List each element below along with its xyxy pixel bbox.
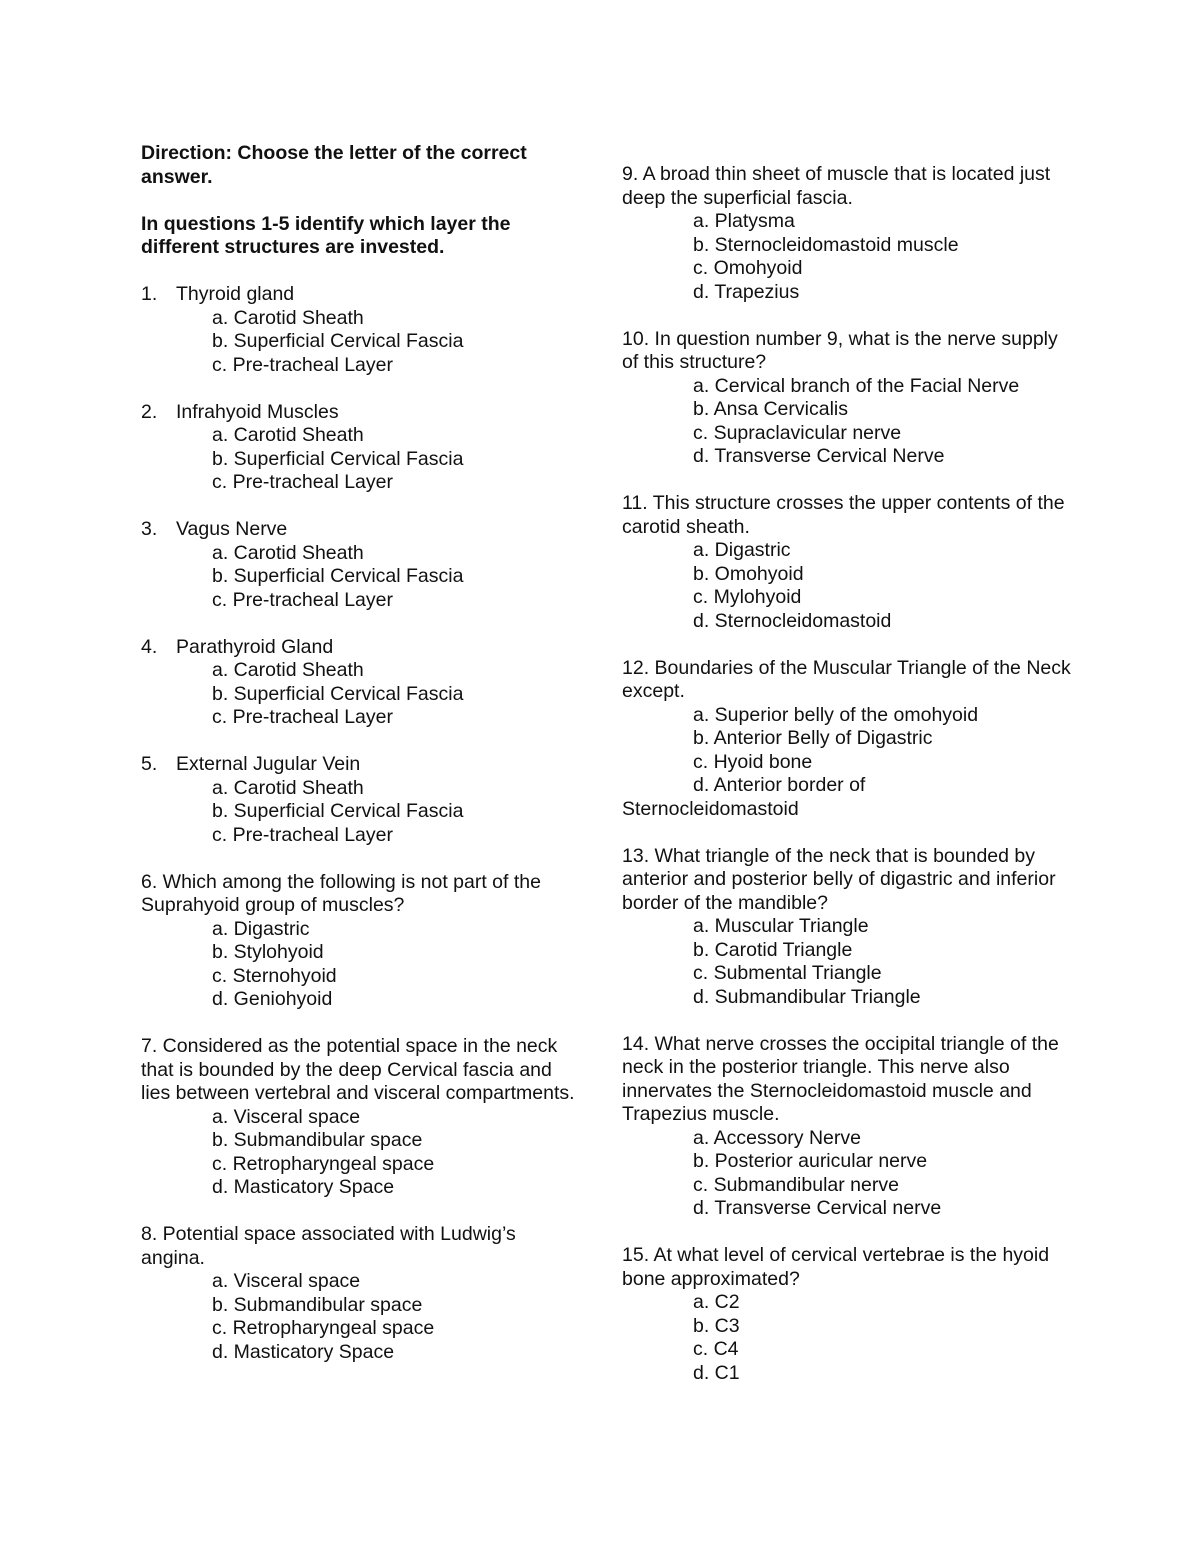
option: a. Digastric xyxy=(693,539,791,561)
option: b. Superficial Cervical Fascia xyxy=(212,565,464,587)
option: b. Submandibular space xyxy=(212,1293,423,1316)
question-stem: Infrahyoid Muscles xyxy=(176,400,339,423)
question-14 xyxy=(622,1033,1072,1221)
option: a. Carotid Sheath xyxy=(212,541,364,564)
option: c. Pre-tracheal Layer xyxy=(212,353,393,376)
option: c. Hyoid bone xyxy=(693,750,813,773)
option: d. C1 xyxy=(693,1361,740,1384)
option: a. Carotid Sheath xyxy=(212,776,364,799)
option: c. Pre-tracheal Layer xyxy=(212,706,393,728)
option: d. Masticatory Space xyxy=(212,1176,395,1198)
question-15 xyxy=(622,1244,1072,1385)
direction-text: Direction: Choose the letter of the correct answer. xyxy=(141,142,527,188)
question-number: 5. xyxy=(141,753,158,775)
option: c. Supraclavicular nerve xyxy=(693,421,902,444)
option: c. Pre-tracheal Layer xyxy=(212,471,393,493)
question-stem: External Jugular Vein xyxy=(176,753,361,775)
question-7 xyxy=(141,1035,581,1200)
question-stem: Parathyroid Gland xyxy=(176,635,334,658)
question-number: 3. xyxy=(141,518,158,540)
question-stem: 10. In question number 9, what is the nerve supply of this structure? xyxy=(622,327,1058,373)
option: c. Submental Triangle xyxy=(693,962,882,984)
question-10 xyxy=(622,328,1072,469)
left-column xyxy=(141,142,581,1364)
option: c. Sternohyoid xyxy=(212,964,337,987)
option: b. Superficial Cervical Fascia xyxy=(212,330,464,352)
option: c. Submandibular nerve xyxy=(693,1173,899,1196)
question-11 xyxy=(622,492,1072,633)
question-number: 4. xyxy=(141,635,158,658)
question-9 xyxy=(622,163,1072,304)
question-8 xyxy=(141,1223,581,1364)
question-1 xyxy=(141,283,581,377)
option: a. Carotid Sheath xyxy=(212,306,364,329)
instruction-text: In questions 1-5 identify which layer the different structures are invested. xyxy=(141,212,511,258)
option: c. Omohyoid xyxy=(693,257,803,279)
option: a. Carotid Sheath xyxy=(212,659,364,681)
option: b. Posterior auricular nerve xyxy=(693,1150,928,1172)
option: d. Masticatory Space xyxy=(212,1340,395,1363)
option: d. Transverse Cervical Nerve xyxy=(693,445,945,467)
option: b. Omohyoid xyxy=(693,562,804,585)
question-stem: 12. Boundaries of the Muscular Triangle of the Neck except. xyxy=(622,656,1071,702)
question-stem: 6. Which among the following is not part of the Suprahyoid group of muscles? xyxy=(141,870,541,916)
option: b. Superficial Cervical Fascia xyxy=(212,447,464,470)
option: d. Submandibular Triangle xyxy=(693,985,921,1008)
question-stem: 15. At what level of cervical vertebrae is the hyoid bone approximated? xyxy=(622,1244,1050,1290)
option: d. Geniohyoid xyxy=(212,988,333,1010)
option: a. Visceral space xyxy=(212,1105,361,1128)
option: a. Carotid Sheath xyxy=(212,424,364,446)
question-stem: 9. A broad thin sheet of muscle that is located just deep the superficial fascia. xyxy=(622,163,1051,209)
option: c. C4 xyxy=(693,1338,739,1360)
option: d. Trapezius xyxy=(693,280,800,303)
question-3 xyxy=(141,518,581,612)
option: b. Anterior Belly of Digastric xyxy=(693,727,933,749)
option: c. Pre-tracheal Layer xyxy=(212,823,393,846)
option: d. Sternocleidomastoid xyxy=(693,609,892,632)
option: a. Superior belly of the omohyoid xyxy=(693,703,979,726)
option: a. Visceral space xyxy=(212,1270,361,1292)
option: b. Carotid Triangle xyxy=(693,938,853,961)
option: a. C2 xyxy=(693,1291,740,1313)
option: b. Ansa Cervicalis xyxy=(693,398,848,420)
option-continuation: Sternocleidomastoid xyxy=(622,797,799,820)
option: a. Digastric xyxy=(212,917,310,940)
question-stem: Thyroid gland xyxy=(176,283,295,305)
option: a. Muscular Triangle xyxy=(693,915,869,937)
option: c. Retropharyngeal space xyxy=(212,1317,435,1339)
option: b. Superficial Cervical Fascia xyxy=(212,800,464,822)
option: d. Transverse Cervical nerve xyxy=(693,1197,942,1219)
question-stem: 14. What nerve crosses the occipital triangle of the neck in the posterior triangle. This nerve also innervates the Sternocleidomastoid muscle and Trapezius muscle. xyxy=(622,1032,1059,1125)
option: d. Anterior border of xyxy=(693,774,866,796)
right-column xyxy=(622,163,1072,1385)
question-stem: 11. This structure crosses the upper contents of the carotid sheath. xyxy=(622,492,1065,538)
option: a. Cervical branch of the Facial Nerve xyxy=(693,374,1020,397)
question-stem: 13. What triangle of the neck that is bounded by anterior and posterior belly of digastric and inferior border of the mandible? xyxy=(622,844,1056,914)
question-13 xyxy=(622,845,1072,1010)
question-12 xyxy=(622,657,1072,822)
option: b. Submandibular space xyxy=(212,1129,423,1151)
option: b. Superficial Cervical Fascia xyxy=(212,682,464,705)
question-4 xyxy=(141,636,581,730)
question-stem: 8. Potential space associated with Ludwig’s angina. xyxy=(141,1223,516,1269)
question-number: 2. xyxy=(141,400,158,423)
option: c. Retropharyngeal space xyxy=(212,1152,435,1175)
option: a. Accessory Nerve xyxy=(693,1126,861,1149)
option: b. Stylohyoid xyxy=(212,941,324,963)
question-6 xyxy=(141,871,581,1012)
question-2 xyxy=(141,401,581,495)
option: c. Pre-tracheal Layer xyxy=(212,588,393,611)
question-stem: Vagus Nerve xyxy=(176,518,288,540)
option: a. Platysma xyxy=(693,210,795,232)
option: c. Mylohyoid xyxy=(693,586,802,608)
question-number: 1. xyxy=(141,283,158,305)
question-stem: 7. Considered as the potential space in the neck that is bounded by the deep Cervical fascia and lies between vertebral and visceral compartments. xyxy=(141,1035,575,1104)
option: b. C3 xyxy=(693,1314,740,1337)
option: b. Sternocleidomastoid muscle xyxy=(693,233,959,256)
question-5 xyxy=(141,753,581,847)
